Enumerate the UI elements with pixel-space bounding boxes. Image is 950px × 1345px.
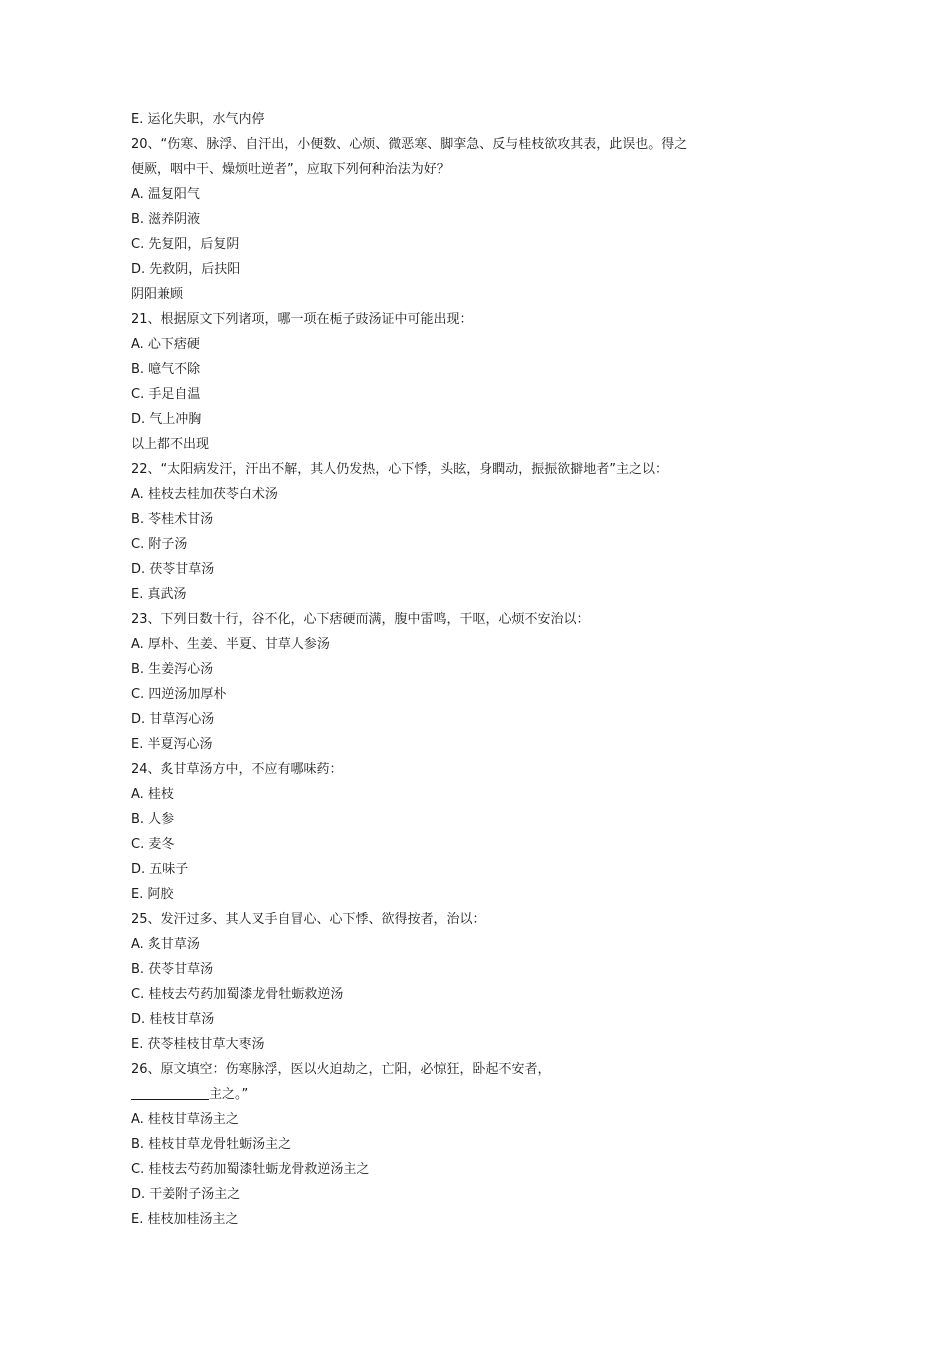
text-line: 26、原文填空：伤寒脉浮，医以火迫劫之，亡阳，必惊狂，卧起不安者， — [131, 1062, 551, 1077]
fill-blank-suffix: 主之。” — [209, 1087, 249, 1102]
text-line: 23、下列日数十行，谷不化，心下痞硬而满，腹中雷鸣，干呕，心烦不安治以： — [131, 612, 590, 627]
text-line: 21、根据原文下列诸项，哪一项在栀子豉汤证中可能出现： — [131, 312, 473, 327]
text-line: A. 炙甘草汤 — [131, 937, 200, 952]
text-line: D. 先救阴，后扶阳 — [131, 262, 241, 277]
text-line: 以上都不出现 — [131, 437, 210, 452]
text-line: E. 桂枝加桂汤主之 — [131, 1212, 239, 1227]
text-line: E. 茯苓桂枝甘草大枣汤 — [131, 1037, 265, 1052]
text-line: 20、“伤寒、脉浮、自汗出，小便数、心烦、微恶寒、脚挛急、反与桂枝欲攻其表，此误也。得之 — [131, 137, 688, 152]
text-line: D. 气上冲胸 — [131, 412, 202, 427]
text-line: B. 滋养阴液 — [131, 212, 201, 227]
text-line: C. 先复阳，后复阴 — [131, 237, 240, 252]
text-line: A. 桂枝甘草汤主之 — [131, 1112, 239, 1127]
text-line: C. 手足自温 — [131, 387, 201, 402]
text-line: A. 桂枝去桂加茯苓白术汤 — [131, 487, 278, 502]
text-line: E. 半夏泻心汤 — [131, 737, 213, 752]
text-line: 22、“太阳病发汗，汗出不解，其人仍发热，心下悸，头眩，身瞤动，振振欲擗地者”主之以： — [131, 462, 669, 477]
text-line: E. 运化失职，水气内停 — [131, 112, 265, 127]
text-line: B. 噫气不除 — [131, 362, 201, 377]
text-line: C. 桂枝去芍药加蜀漆牡蛎龙骨救逆汤主之 — [131, 1162, 370, 1177]
text-line: B. 苓桂术甘汤 — [131, 512, 214, 527]
text-line: C. 四逆汤加厚朴 — [131, 687, 227, 702]
text-line: A. 厚朴、生姜、半夏、甘草人参汤 — [131, 637, 330, 652]
text-line: C. 麦冬 — [131, 837, 175, 852]
text-line: D. 茯苓甘草汤 — [131, 562, 215, 577]
text-line: A. 桂枝 — [131, 787, 174, 802]
text-line: C. 桂枝去芍药加蜀漆龙骨牡蛎救逆汤 — [131, 987, 344, 1002]
text-line: B. 桂枝甘草龙骨牡蛎汤主之 — [131, 1137, 292, 1152]
document-page — [131, 107, 831, 1232]
text-line: D. 五味子 — [131, 862, 189, 877]
text-line: D. 甘草泻心汤 — [131, 712, 215, 727]
text-line: 便厥，咽中干、燥烦吐逆者”，应取下列何种治法为好？ — [131, 162, 450, 177]
text-line: B. 人参 — [131, 812, 175, 827]
text-line: B. 生姜泻心汤 — [131, 662, 214, 677]
text-line: C. 附子汤 — [131, 537, 188, 552]
answer-options-block — [131, 1107, 831, 1232]
text-line: 24、炙甘草汤方中，不应有哪味药： — [131, 762, 343, 777]
text-line: B. 茯苓甘草汤 — [131, 962, 214, 977]
fill-blank-line — [131, 1082, 831, 1107]
text-line: 25、发汗过多、其人叉手自冒心、心下悸、欲得按者，治以： — [131, 912, 486, 927]
text-line: E. 真武汤 — [131, 587, 187, 602]
text-line: D. 桂枝甘草汤 — [131, 1012, 215, 1027]
text-line: E. 阿胶 — [131, 887, 174, 902]
text-line: A. 温复阳气 — [131, 187, 200, 202]
fill-blank-underline — [131, 1084, 209, 1100]
text-line: 阴阳兼顾 — [131, 287, 184, 302]
text-line: A. 心下痞硬 — [131, 337, 200, 352]
text-line: D. 干姜附子汤主之 — [131, 1187, 241, 1202]
question-text-block — [131, 107, 831, 1082]
